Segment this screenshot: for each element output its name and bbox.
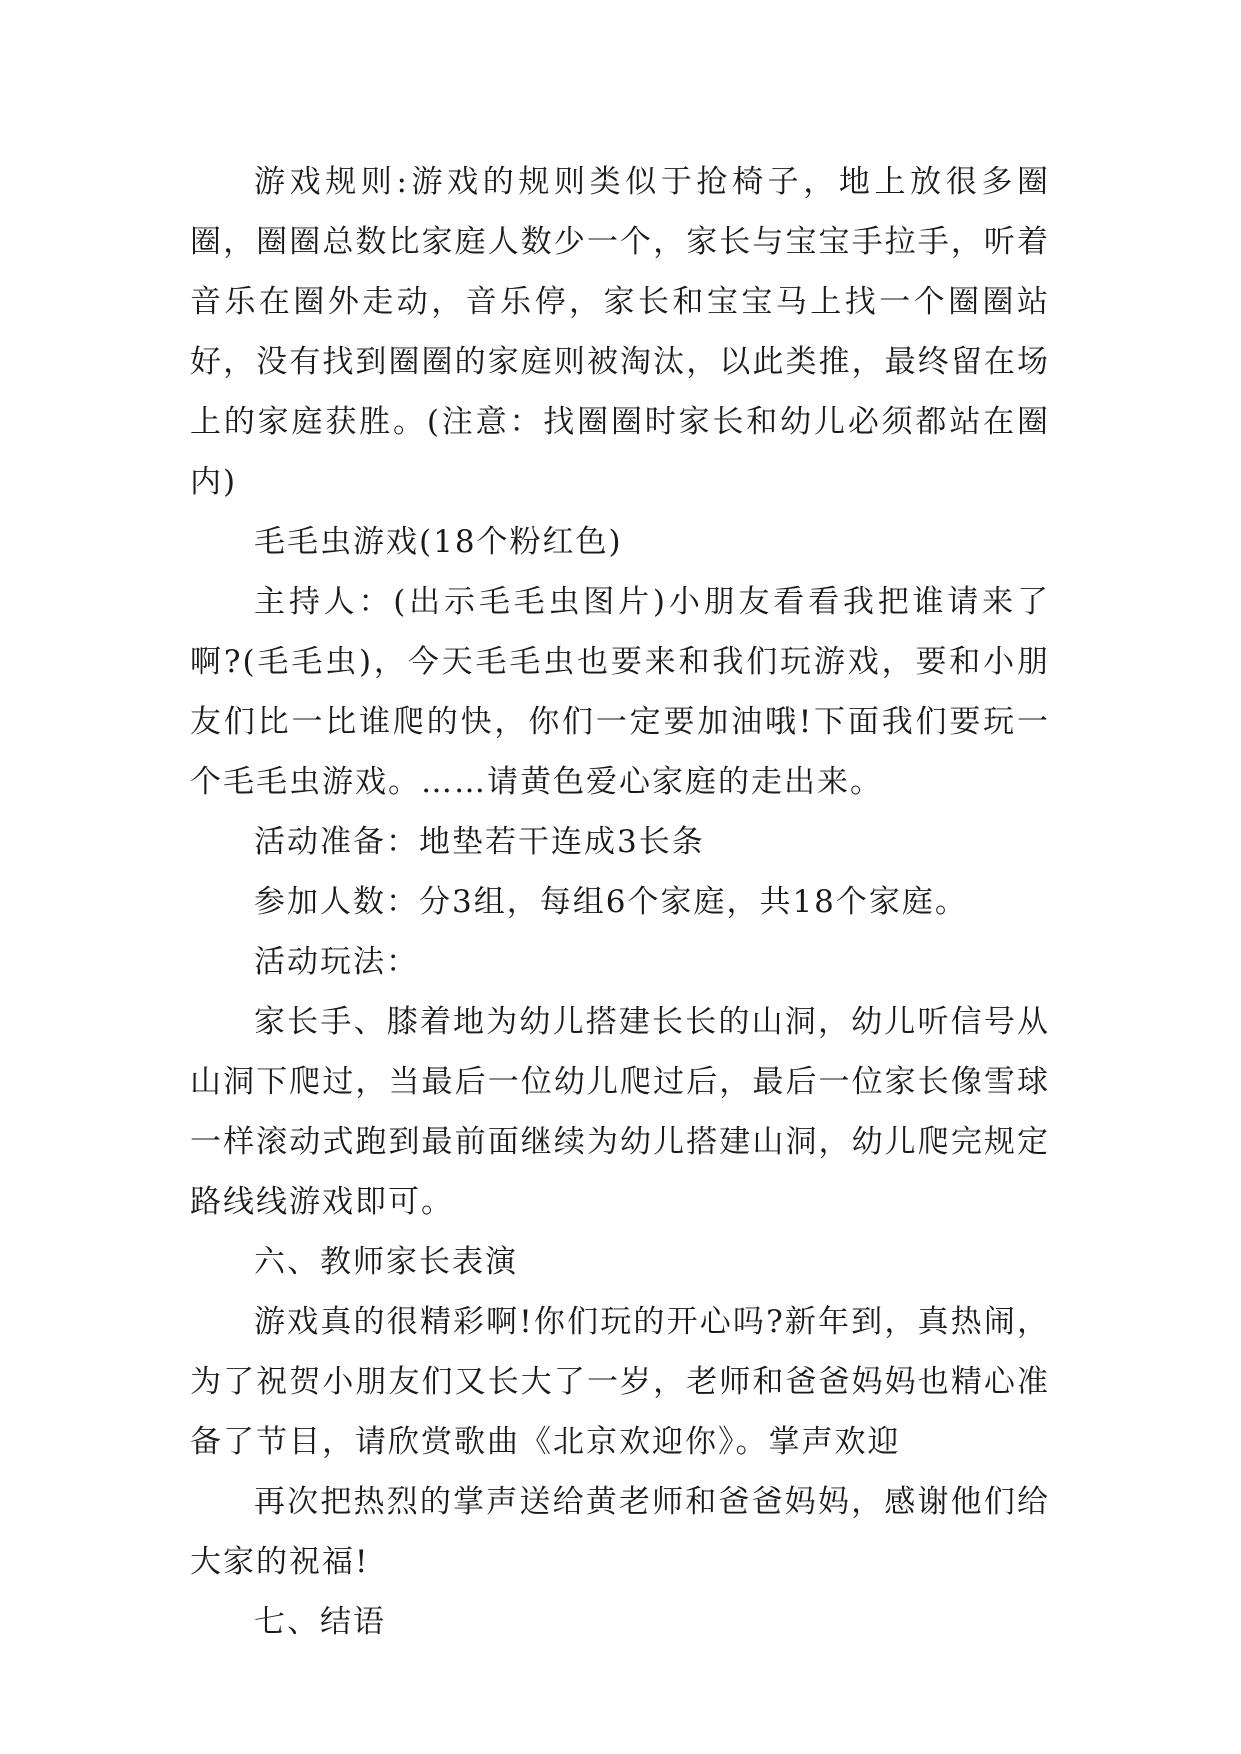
paragraph-caterpillar-title: 毛毛虫游戏(18个粉红色) [254,524,623,560]
paragraph-game-rules: 游戏规则:游戏的规则类似于抢椅子，地上放很多圈圈，圈圈总数比家庭人数少一个，家长与宝宝手拉手，听着音乐在圈外走动，音乐停，家长和宝宝马上找一个圈圈站好，没有找到圈圈的家庭则被淘汰，以此类推，最终留在场上的家庭获胜。(注意：找圈圈时家长和幼儿必须都站在圈内) [190,164,1050,500]
paragraph-how-to-play-heading: 活动玩法： [254,944,419,980]
paragraph-host-intro: 主持人：(出示毛毛虫图片)小朋友看看我把谁请来了啊?(毛毛虫)，今天毛毛虫也要来和我们玩游戏，要和小朋友们比一比谁爬的快，你们一定要加油哦!下面我们要玩一个毛毛虫游戏。……请黄色爱心家庭的走出来。 [190,584,1050,800]
paragraph-applause: 再次把热烈的掌声送给黄老师和爸爸妈妈，感谢他们给大家的祝福! [190,1484,1050,1580]
section-heading-six: 六、教师家长表演 [254,1244,518,1280]
paragraph-participants: 参加人数：分3组，每组6个家庭，共18个家庭。 [254,884,968,920]
paragraph-performance: 游戏真的很精彩啊!你们玩的开心吗?新年到，真热闹，为了祝贺小朋友们又长大了一岁，老师和爸爸妈妈也精心准备了节目，请欣赏歌曲《北京欢迎你》。掌声欢迎 [190,1304,1050,1460]
paragraph-how-to-play: 家长手、膝着地为幼儿搭建长长的山洞，幼儿听信号从山洞下爬过，当最后一位幼儿爬过后，最后一位家长像雪球一样滚动式跑到最前面继续为幼儿搭建山洞，幼儿爬完规定路线线游戏即可。 [190,1004,1050,1220]
section-heading-seven: 七、结语 [254,1604,386,1640]
document-page [190,152,1050,1652]
paragraph-activity-prep: 活动准备：地垫若干连成3长条 [254,824,705,860]
